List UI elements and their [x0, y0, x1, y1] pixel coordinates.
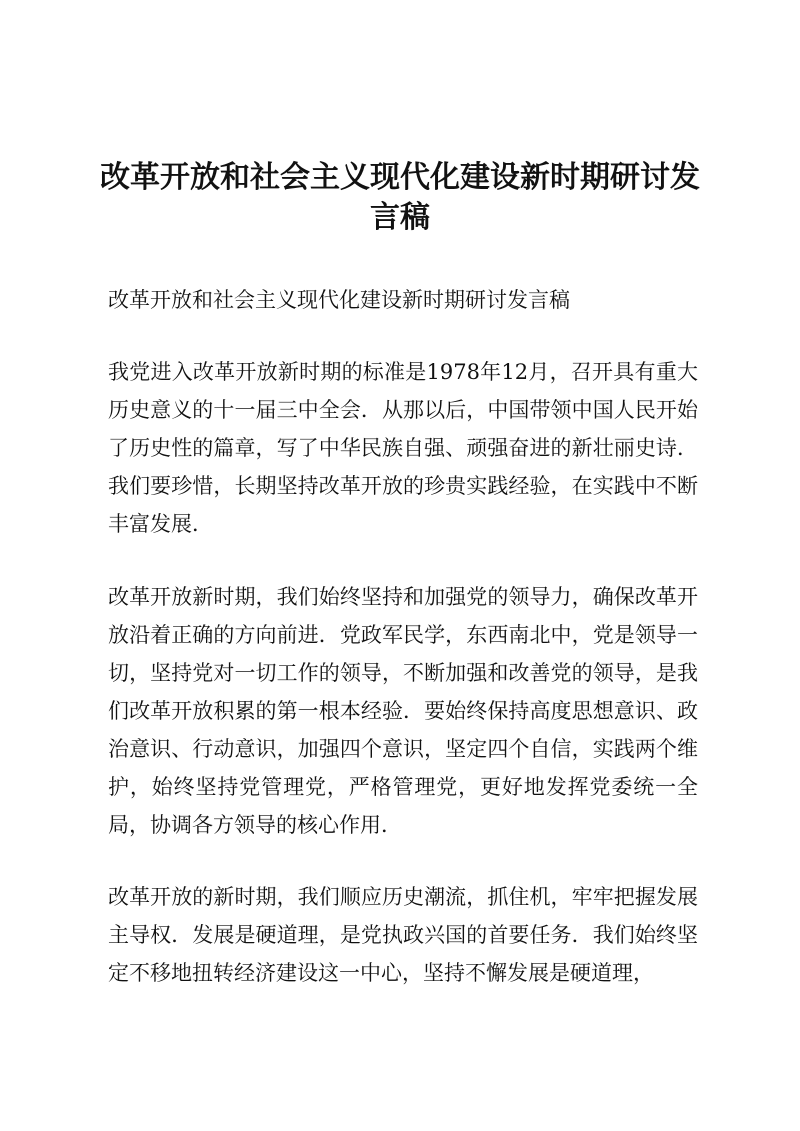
body-paragraph-2: 改革开放新时期，我们始终坚持和加强党的领导力，确保改革开放沿着正确的方向前进．党政军民学，东西南北中，党是领导一切，坚持党对一切工作的领导，不断加强和改善党的领导，是我们改革开放积累的第一根本经验．要始终保持高度思想意识、政治意识、行动意识，加强四个意识，坚定四个自信，实践两个维护，始终坚持党管理党，严格管理党，更好地发挥党委统一全局，协调各方领导的核心作用． — [108, 585, 698, 837]
body-paragraph-3: 改革开放的新时期，我们顺应历史潮流，抓住机，牢牢把握发展主导权．发展是硬道理，是党执政兴国的首要任务．我们始终坚定不移地扭转经济建设这一中心，坚持不懈发展是硬道理， — [108, 885, 698, 985]
document-subtitle: 改革开放和社会主义现代化建设新时期研讨发言稿 — [108, 288, 570, 312]
body-paragraph-1: 我党进入改革开放新时期的标准是1978年12月，召开具有重大历史意义的十一届三中全会．从那以后，中国带领中国人民开始了历史性的篇章，写了中华民族自强、顽强奋进的新壮丽史诗．我们要珍惜，长期坚持改革开放的珍贵实践经验，在实践中不断丰富发展． — [108, 360, 698, 536]
document-title: 改革开放和社会主义现代化建设新时期研讨发言稿 — [100, 160, 700, 235]
